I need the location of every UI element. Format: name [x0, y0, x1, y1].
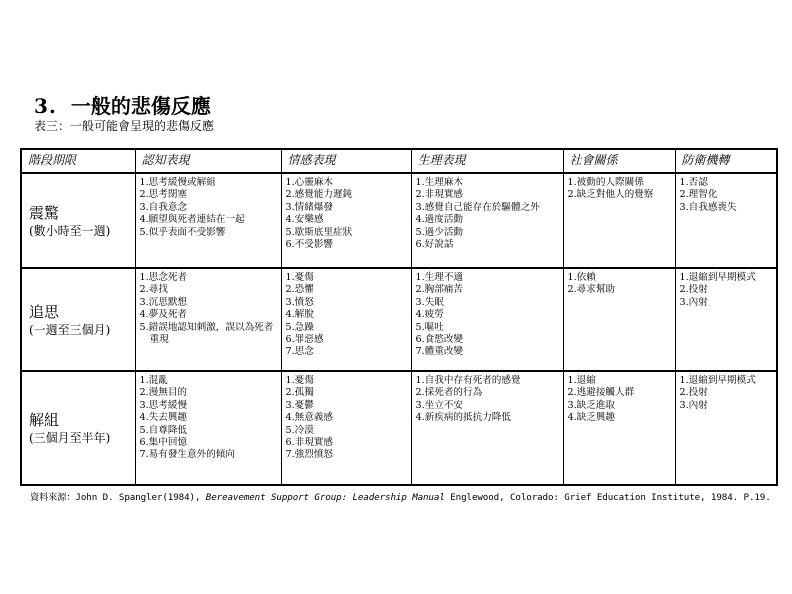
cognitive-cell: [135, 268, 281, 371]
list-item: 6.非現實感: [285, 437, 334, 449]
list-item: 6.好說話: [415, 239, 454, 251]
list-item: 7.強烈憤怒: [285, 449, 334, 461]
list-item: 5.急躁: [285, 321, 314, 333]
list-item: 3.坐立不安: [415, 399, 464, 411]
defense-list: [680, 177, 773, 214]
list-item: 7.易有發生意外的傾向: [139, 449, 235, 461]
stage-cell: [21, 371, 135, 485]
stage-name: 震驚: [29, 203, 60, 222]
list-item: 3.憂鬱: [285, 399, 314, 411]
list-item: 5.歇斯底里症狀: [285, 226, 353, 238]
stage-cell: [21, 173, 135, 268]
list-item: 1.心靈麻木: [285, 177, 334, 188]
stage-cell: [21, 268, 135, 371]
list-item: 3.沉思默想: [139, 296, 188, 308]
list-item: 3.憤怒: [285, 296, 314, 308]
emotional-list: [286, 375, 407, 462]
source-suffix: Englewood, Colorado: Grief Education Institute, 1984. P.19.: [450, 492, 771, 503]
list-item: 4.缺乏興趣: [567, 412, 616, 424]
list-item: 3.思考緩慢: [139, 399, 188, 411]
list-item: 3.內射: [679, 296, 708, 308]
defense-list: [680, 375, 773, 412]
list-item: 2.尋求幫助: [567, 284, 616, 296]
stage-period: (三個月至半年): [29, 431, 111, 445]
emotional-list: [286, 177, 407, 251]
list-item: 2.尋找: [139, 284, 168, 296]
social-list: [568, 177, 671, 202]
list-item: 3.自我意念: [139, 201, 188, 213]
list-item: 2.採死者的行為: [415, 387, 483, 399]
list-item: 7.思念: [285, 346, 314, 358]
header-emotional: 情感表現: [281, 149, 411, 173]
stage-period: (數小時至一週): [29, 223, 111, 238]
list-item: 3.自我感喪失: [679, 201, 737, 213]
header-stage: 階段期限: [21, 149, 135, 173]
list-item: 5.似乎表面不受影響: [139, 226, 226, 238]
list-item: 3.內射: [679, 399, 708, 411]
list-item: 6.罪惡感: [285, 334, 324, 346]
header-physical: 生理表現: [411, 149, 563, 173]
list-item: 4.過度活動: [415, 214, 464, 226]
list-item: 2.感覺能力遲鈍: [285, 189, 353, 201]
list-item: 2.逃避接觸人群: [567, 387, 635, 399]
list-item: 2.非現實感: [415, 189, 464, 201]
table-row: [21, 371, 777, 485]
list-item: 1.退縮到早期模式: [679, 375, 756, 386]
stage-period: (一週至三個月): [29, 322, 111, 337]
section-title: 一般的悲傷反應: [70, 94, 211, 118]
list-item: 1.退縮: [567, 375, 596, 386]
list-item: 1.思念死者: [139, 272, 188, 283]
list-item: 1.退縮到早期模式: [679, 272, 756, 283]
list-item: 4.疲勞: [415, 309, 444, 321]
list-item: 1.生理不適: [415, 272, 464, 283]
list-item: 5.錯誤地認知刺激，誤以為死者重現: [139, 321, 274, 346]
header-social: 社會關係: [563, 149, 675, 173]
cognitive-cell: [135, 371, 281, 485]
list-item: 6.不受影響: [285, 239, 334, 251]
stage-name: 追思: [29, 302, 60, 321]
emotional-cell: [281, 268, 411, 371]
list-item: 1.被動的人際關係: [567, 177, 644, 188]
physical-list: [416, 177, 559, 251]
list-item: 4.新疾病的抵抗力降低: [415, 412, 511, 424]
source-prefix: 資料來源：John D. Spangler(1984),: [30, 492, 201, 503]
stage-name: 解組: [29, 411, 60, 429]
grief-reactions-table: [20, 148, 778, 486]
social-cell: [563, 268, 675, 371]
emotional-cell: [281, 371, 411, 485]
list-item: 2.缺乏對他人的覺察: [567, 189, 654, 201]
list-item: 1.否認: [679, 177, 708, 188]
physical-list: [416, 272, 559, 359]
list-item: 4.安樂感: [285, 214, 324, 226]
list-item: 2.思考閉塞: [139, 189, 188, 201]
table-row: [21, 173, 777, 268]
defense-cell: [675, 371, 777, 485]
physical-cell: [411, 268, 563, 371]
list-item: 4.無意義感: [285, 412, 334, 424]
list-item: 1.憂傷: [285, 272, 314, 283]
physical-list: [416, 375, 559, 425]
header-cognitive: 認知表現: [135, 149, 281, 173]
physical-cell: [411, 371, 563, 485]
list-item: 4.願望與死者連結在一起: [139, 214, 245, 226]
table-row: [21, 268, 777, 371]
list-item: 2.胸部痛苦: [415, 284, 464, 296]
list-item: 5.嘔吐: [415, 321, 444, 333]
list-item: 1.憂傷: [285, 375, 314, 386]
list-item: 2.理智化: [679, 189, 718, 201]
list-item: 3.感覺自己能存在於驅體之外: [415, 201, 540, 213]
cognitive-list: [140, 375, 277, 462]
cognitive-list: [140, 272, 277, 346]
list-item: 4.解脫: [285, 309, 314, 321]
source-book-title: Bereavement Support Group: Leadership Manual: [205, 492, 445, 503]
defense-cell: [675, 173, 777, 268]
list-item: 2.投射: [679, 387, 708, 399]
list-item: 6.集中回憶: [139, 437, 188, 449]
list-item: 4.夢及死者: [139, 309, 188, 321]
list-item: 1.依賴: [567, 272, 596, 283]
cognitive-list: [140, 177, 277, 239]
list-item: 4.失去興趣: [139, 412, 188, 424]
list-item: 1.生理麻木: [415, 177, 464, 188]
list-item: 2.投射: [679, 284, 708, 296]
social-cell: [563, 371, 675, 485]
social-list: [568, 375, 671, 425]
list-item: 2.恐懼: [285, 284, 314, 296]
social-list: [568, 272, 671, 297]
list-item: 5.自尊降低: [139, 424, 188, 436]
emotional-list: [286, 272, 407, 359]
list-item: 6.食慾改變: [415, 334, 464, 346]
list-item: 3.失眠: [415, 296, 444, 308]
social-cell: [563, 173, 675, 268]
list-item: 3.缺乏進取: [567, 399, 616, 411]
header-defense: 防衛機轉: [675, 149, 777, 173]
list-item: 5.冷漠: [285, 424, 314, 436]
list-item: 3.情緒爆發: [285, 201, 334, 213]
table-caption: 表三：一般可能會呈現的悲傷反應: [34, 119, 215, 133]
list-item: 1.自我中存有死者的感覺: [415, 375, 521, 386]
list-item: 2.孤獨: [285, 387, 314, 399]
section-number: 3.: [34, 94, 57, 118]
physical-cell: [411, 173, 563, 268]
table-header-row: [21, 149, 777, 173]
list-item: 7.體重改變: [415, 346, 464, 358]
list-item: 1.混亂: [139, 375, 168, 386]
emotional-cell: [281, 173, 411, 268]
list-item: 1.思考緩慢或解組: [139, 177, 216, 188]
section-heading: [34, 90, 211, 119]
list-item: 5.過少活動: [415, 226, 464, 238]
defense-list: [680, 272, 773, 309]
cognitive-cell: [135, 173, 281, 268]
source-citation: [30, 489, 771, 503]
list-item: 2.漫無目的: [139, 387, 188, 399]
defense-cell: [675, 268, 777, 371]
